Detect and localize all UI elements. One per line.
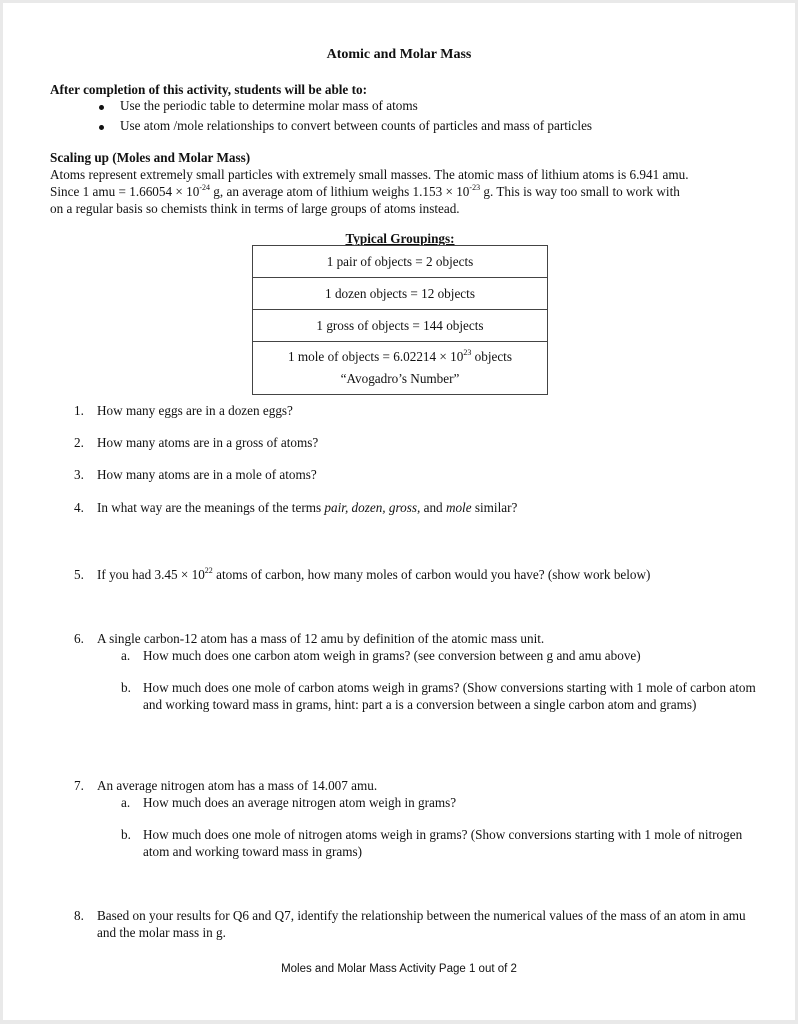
question-7b: How much does one mole of nitrogen atoms weigh in grams? (Show conversions starting with 1 mole of nitrogen atom and working toward mass in grams) <box>143 827 743 859</box>
bullet-icon <box>99 105 104 110</box>
sub-label: b. <box>121 827 131 842</box>
question-number: 1. <box>74 403 84 418</box>
table-row: 1 dozen objects = 12 objects <box>253 278 548 310</box>
question-6b: How much does one mole of carbon atoms weigh in grams? (Show conversions starting with 1 mole of carbon atom and working toward mass in grams, hint: part a is a conversion between a single carbon atom and grams) <box>143 680 756 712</box>
page-footer: Moles and Molar Mass Activity Page 1 out of 2 <box>281 963 517 975</box>
question-4: In what way are the meanings of the terms pair, dozen, gross, and mole similar? <box>97 500 518 515</box>
sub-label: b. <box>121 680 131 695</box>
table-caption: Typical Groupings: <box>345 231 455 246</box>
bullet-icon <box>99 125 104 130</box>
page-title: Atomic and Molar Mass <box>326 47 472 62</box>
question-6: A single carbon-12 atom has a mass of 12 amu by definition of the atomic mass unit. <box>97 631 545 646</box>
section-heading: Scaling up (Moles and Molar Mass) <box>50 150 251 165</box>
question-7a: How much does an average nitrogen atom weigh in grams? <box>143 795 457 810</box>
objectives-heading: After completion of this activity, students will be able to: <box>50 82 367 97</box>
question-number: 5. <box>74 567 84 582</box>
groupings-table <box>252 245 548 395</box>
intro-line-3: on a regular basis so chemists think in terms of large groups of atoms instead. <box>50 201 460 216</box>
question-number: 6. <box>74 631 84 646</box>
question-6a: How much does one carbon atom weigh in grams? (see conversion between g and amu above) <box>143 648 641 663</box>
question-8: Based on your results for Q6 and Q7, identify the relationship between the numerical values of the mass of an atom in amu and the molar mass in g. <box>97 908 746 940</box>
table-row: 1 gross of objects = 144 objects <box>253 310 548 342</box>
avogadro-label: “Avogadro’s Number” <box>340 371 460 386</box>
question-number: 4. <box>74 500 84 515</box>
question-1: How many eggs are in a dozen eggs? <box>97 403 293 418</box>
sub-label: a. <box>121 795 131 810</box>
question-2: How many atoms are in a gross of atoms? <box>97 435 319 450</box>
intro-line-1: Atoms represent extremely small particles with extremely small masses. The atomic mass of lithium atoms is 6.941 amu. <box>50 167 689 182</box>
objective-item: Use atom /mole relationships to convert between counts of particles and mass of particles <box>120 118 593 133</box>
question-5: If you had $3.45 \times 10^{22}$ atoms of carbon, how many moles of carbon would you have? (show work below) <box>97 566 651 582</box>
question-number: 2. <box>74 435 84 450</box>
question-number: 3. <box>74 467 84 482</box>
table-row-mole: 1 mole of objects = $6.02214 \times 10^{23}$ objects “Avogadro’s Number” <box>253 342 548 395</box>
question-number: 8. <box>74 908 84 923</box>
worksheet-page <box>3 3 795 1020</box>
objective-item: Use the periodic table to determine molar mass of atoms <box>120 98 418 113</box>
question-7: An average nitrogen atom has a mass of 14.007 amu. <box>97 778 378 793</box>
table-row: 1 pair of objects = 2 objects <box>253 246 548 278</box>
question-3: How many atoms are in a mole of atoms? <box>97 467 317 482</box>
question-number: 7. <box>74 778 84 793</box>
sub-label: a. <box>121 648 131 663</box>
intro-line-2: Since 1 amu = $1.66054 \times 10^{-24}$ g, an average atom of lithium weighs $1.153 \times 10^{-23}$ g. This is way too small to work with <box>50 183 680 199</box>
